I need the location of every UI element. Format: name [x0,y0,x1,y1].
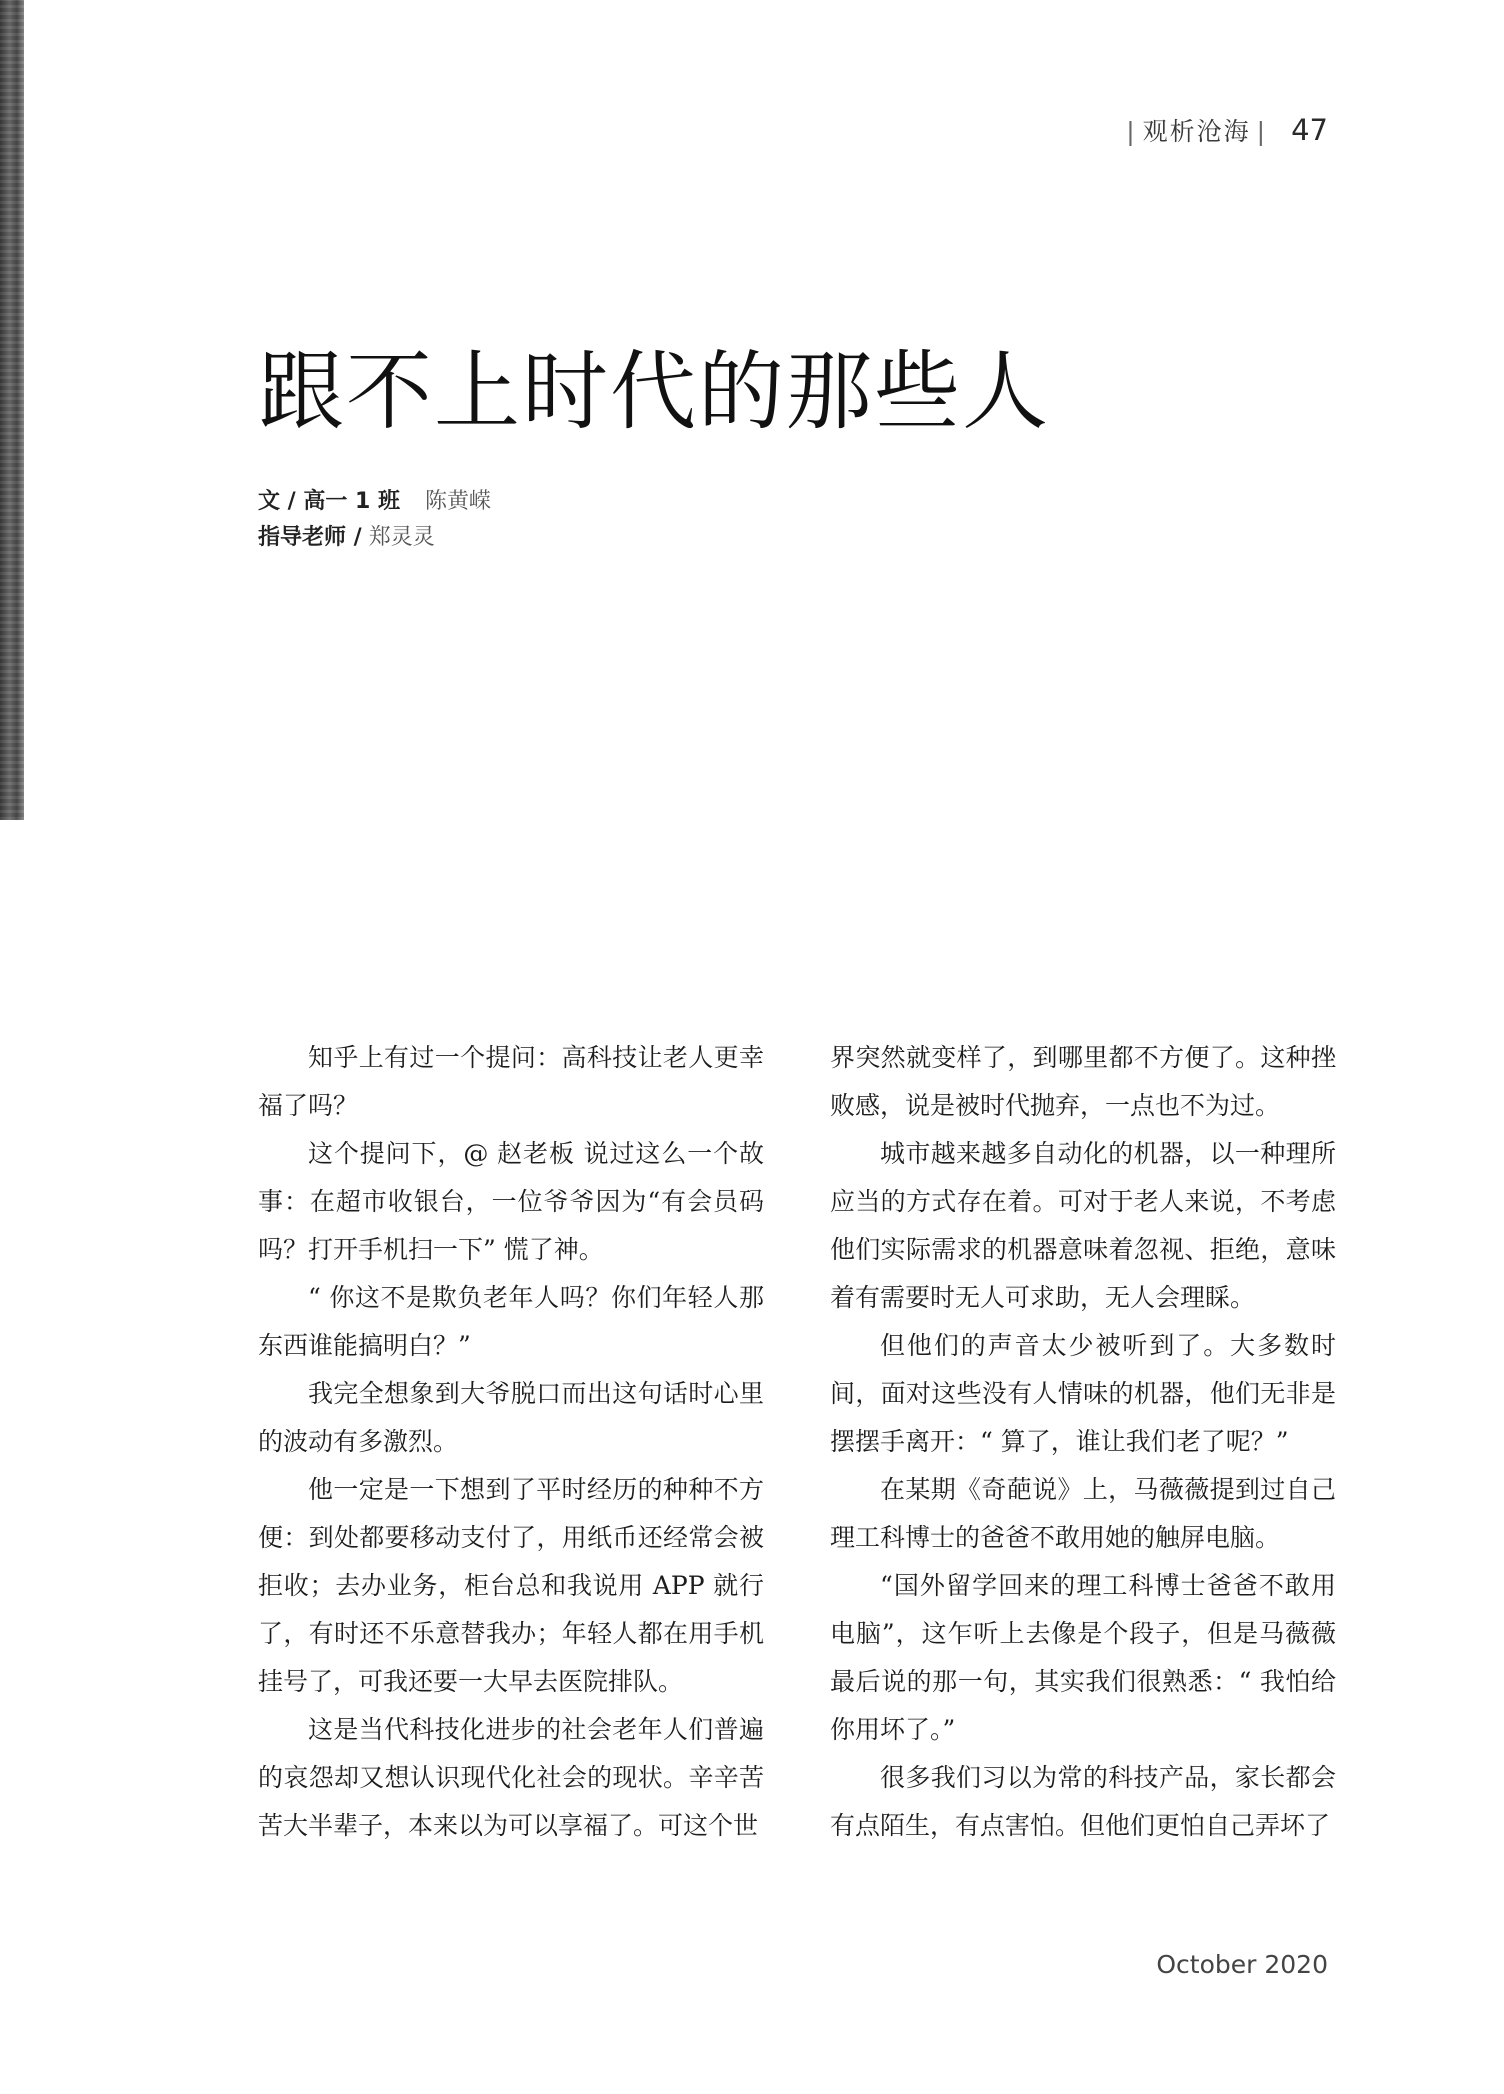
byline [258,484,491,556]
paragraph-continuation: 界突然就变样了，到哪里都不方便了。这种挫败感，说是被时代抛弃，一点也不为过。 [830,1043,1336,1120]
paragraph: 在某期《奇葩说》上，马薇薇提到过自己理工科博士的爸爸不敢用她的触屏电脑。 [830,1475,1336,1552]
author-prefix: 文 / 高一 1 班 [258,489,400,514]
paragraph: 这个提问下，@ 赵老板 说过这么一个故事：在超市收银台，一位爷爷因为“有会员码吗？打开手机扫一下” 慌了神。 [258,1139,764,1264]
page-number: 47 [1291,113,1328,147]
author-name: 陈黄嵘 [424,489,491,514]
paragraph: 很多我们习以为常的科技产品，家长都会有点陌生，有点害怕。但他们更怕自己弄坏了 [830,1763,1336,1840]
teacher-prefix: 指导老师 / [258,525,362,550]
section-name: 观析沧海 [1142,117,1251,146]
paragraph: 知乎上有过一个提问：高科技让老人更幸福了吗？ [258,1043,764,1120]
paragraph: “国外留学回来的理工科博士爸爸不敢用电脑”，这乍听上去像是个段子，但是马薇薇最后说的那一句，其实我们很熟悉：“ 我怕给你用坏了。” [830,1571,1336,1744]
photo-edge-strip [0,0,24,820]
divider-bar: | [1256,117,1268,146]
author-line [258,484,491,520]
paragraph: 他一定是一下想到了平时经历的种种不方便：到处都要移动支付了，用纸币还经常会被拒收；去办业务，柜台总和我说用 APP 就行了，有时还不乐意替我办；年轻人都在用手机挂号了，可我还要一大早去医院排队。 [258,1475,764,1696]
divider-bar: | [1126,117,1137,146]
paragraph: “ 你这不是欺负老年人吗？你们年轻人那东西谁能搞明白？” [258,1283,764,1360]
issue-date: October 2020 [1156,1950,1328,1979]
paragraph: 这是当代科技化进步的社会老年人们普遍的哀怨却又想认识现代化社会的现状。辛辛苦苦大半辈子，本来以为可以享福了。可这个世 [258,1715,764,1840]
paragraph: 我完全想象到大爷脱口而出这句话时心里的波动有多激烈。 [258,1379,764,1456]
article-title: 跟不上时代的那些人 [258,342,1050,442]
teacher-line [258,520,491,556]
left-column [258,1034,764,1850]
right-column [830,1034,1336,1850]
running-head [1120,112,1328,148]
paragraph: 城市越来越多自动化的机器，以一种理所应当的方式存在着。可对于老人来说，不考虑他们实际需求的机器意味着忽视、拒绝，意味着有需要时无人可求助，无人会理睬。 [830,1139,1336,1312]
teacher-name: 郑灵灵 [368,525,435,550]
paragraph: 但他们的声音太少被听到了。大多数时间，面对这些没有人情味的机器，他们无非是摆摆手离开：“ 算了，谁让我们老了呢？” [830,1331,1336,1456]
